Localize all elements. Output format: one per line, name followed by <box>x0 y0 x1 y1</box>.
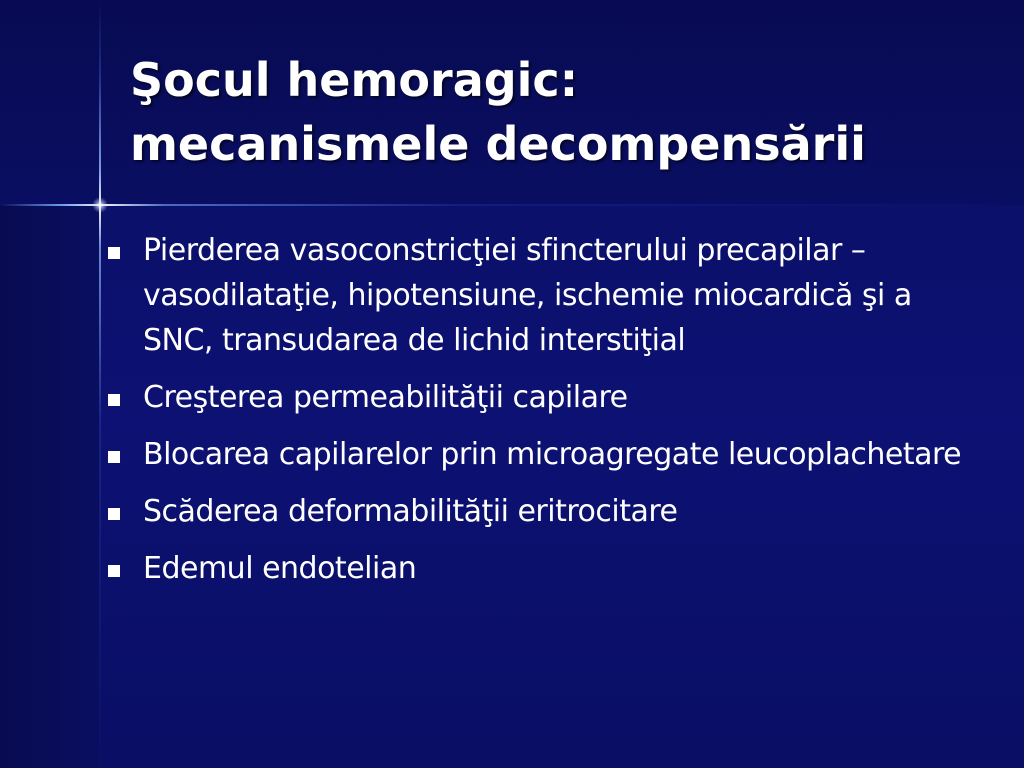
square-bullet-icon <box>108 247 120 259</box>
sparkle-decoration <box>92 197 108 213</box>
slide-title-line-1: Şocul hemoragic: <box>130 53 579 107</box>
slide-title <box>130 48 1010 176</box>
bullet-item <box>108 228 988 363</box>
bullet-item <box>108 375 988 420</box>
square-bullet-icon <box>108 508 120 520</box>
square-bullet-icon <box>108 565 120 577</box>
square-bullet-icon <box>108 394 120 406</box>
bullet-item <box>108 546 988 591</box>
bullet-text: Blocarea capilarelor prin microagregate leucoplachetare <box>143 437 962 472</box>
square-bullet-icon <box>108 451 120 463</box>
bullet-text: Pierderea vasoconstricţiei sfincterului precapilar – vasodilataţie, hipotensiune, ischemie miocardică şi a SNC, transudarea de lichid interstiţial <box>143 233 912 358</box>
bullet-text: Creşterea permeabilităţii capilare <box>143 380 628 415</box>
bullet-list <box>108 228 988 603</box>
bullet-text: Edemul endotelian <box>143 551 417 586</box>
bullet-text: Scăderea deformabilităţii eritrocitare <box>143 494 678 529</box>
bullet-item <box>108 432 988 477</box>
horizontal-accent-line <box>0 204 1024 206</box>
slide-title-line-2: mecanismele decompensării <box>130 117 866 171</box>
bullet-item <box>108 489 988 534</box>
left-strip <box>0 205 100 768</box>
vertical-accent-line <box>99 0 101 768</box>
